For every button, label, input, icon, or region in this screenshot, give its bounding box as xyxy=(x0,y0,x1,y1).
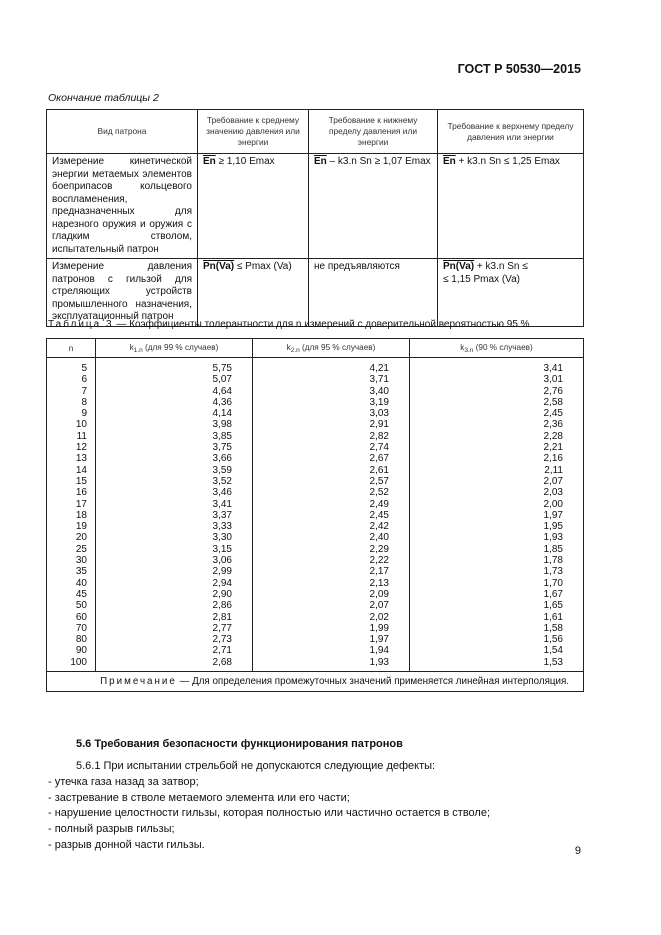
k2-cell: 2,45 xyxy=(253,510,410,521)
k1-cell: 5,75 xyxy=(96,358,253,375)
n-cell: 45 xyxy=(47,589,96,600)
table-row xyxy=(47,358,584,375)
col-cartridge-type: Вид патрона xyxy=(47,110,198,154)
list-item: - разрыв донной части гильзы. xyxy=(48,838,205,851)
n-cell: 7 xyxy=(47,386,96,397)
k1-cell: 3,46 xyxy=(96,487,253,498)
k1-cell: 2,94 xyxy=(96,578,253,589)
k3-cell: 2,21 xyxy=(410,442,584,453)
k1-cell: 3,15 xyxy=(96,544,253,555)
table-row xyxy=(47,589,584,600)
k3-cell: 2,11 xyxy=(410,465,584,476)
k1-cell: 3,37 xyxy=(96,510,253,521)
n-cell: 5 xyxy=(47,358,96,375)
k1-cell: 3,06 xyxy=(96,555,253,566)
k1-cell: 4,64 xyxy=(96,386,253,397)
k3-cell: 1,53 xyxy=(410,657,584,672)
table-row xyxy=(47,487,584,498)
table-row xyxy=(47,374,584,385)
n-cell: 25 xyxy=(47,544,96,555)
k1-cell: 2,71 xyxy=(96,645,253,656)
n-cell: 70 xyxy=(47,623,96,634)
k2-cell: 2,02 xyxy=(253,612,410,623)
table-row xyxy=(47,510,584,521)
k1-cell: 2,81 xyxy=(96,612,253,623)
k2-cell: 2,09 xyxy=(253,589,410,600)
k2-cell: 2,40 xyxy=(253,532,410,543)
mean-cell: $\overline{En} \ge 1,10$ Emax xyxy=(198,154,309,259)
k2-cell: 1,93 xyxy=(253,657,410,672)
n-cell: 8 xyxy=(47,397,96,408)
k2-cell: 2,82 xyxy=(253,431,410,442)
table-row xyxy=(47,657,584,672)
table-row xyxy=(47,544,584,555)
table3-note: Примечание — Для определения промежуточных значений применяется линейная интерполяция. xyxy=(47,672,584,692)
k2-cell: 3,03 xyxy=(253,408,410,419)
section-title: 5.6 Требования безопасности функционирования патронов xyxy=(76,738,403,750)
n-cell: 12 xyxy=(47,442,96,453)
k2-cell: 2,13 xyxy=(253,578,410,589)
k3-cell: 1,54 xyxy=(410,645,584,656)
k3-cell: 1,95 xyxy=(410,521,584,532)
table-row xyxy=(47,397,584,408)
k2-cell: 2,07 xyxy=(253,600,410,611)
table-row xyxy=(47,623,584,634)
k3-cell: 2,16 xyxy=(410,453,584,464)
k3-cell: 2,36 xyxy=(410,419,584,430)
table-row xyxy=(47,521,584,532)
k3-cell: 3,01 xyxy=(410,374,584,385)
list-item: - нарушение целостности гильзы, которая полностью или частично остается в стволе; xyxy=(48,807,491,820)
table-row xyxy=(47,578,584,589)
table-row xyxy=(47,408,584,419)
col-mean-requirement: Требование к среднему значению давления или энергии xyxy=(198,110,309,154)
table-2 xyxy=(46,109,584,327)
n-cell: 100 xyxy=(47,657,96,672)
k1-cell: 2,90 xyxy=(96,589,253,600)
k2-cell: 2,22 xyxy=(253,555,410,566)
table-row xyxy=(47,612,584,623)
table-row xyxy=(47,465,584,476)
lower-cell: $\overline{En} - k3.n$ Sn ≥ 1,07 Emax xyxy=(309,154,438,259)
k1-cell: 3,85 xyxy=(96,431,253,442)
table-row xyxy=(47,645,584,656)
col-k3: $k_{3.n}$ (90 % случаев) xyxy=(410,339,584,358)
col-k2: $k_{2.n}$ (для 95 % случаев) xyxy=(253,339,410,358)
cartridge-type-cell: Измерение давления патронов с гильзой для стреляющих устройств промышленного назначения, эксплуатационный патрон xyxy=(47,259,198,327)
k1-cell: 2,68 xyxy=(96,657,253,672)
n-cell: 9 xyxy=(47,408,96,419)
k3-cell: 1,78 xyxy=(410,555,584,566)
k2-cell: 2,49 xyxy=(253,499,410,510)
k1-cell: 2,99 xyxy=(96,566,253,577)
k1-cell: 3,33 xyxy=(96,521,253,532)
k1-cell: 2,77 xyxy=(96,623,253,634)
k3-cell: 2,00 xyxy=(410,499,584,510)
table-row xyxy=(47,419,584,430)
k2-cell: 2,67 xyxy=(253,453,410,464)
table-row xyxy=(47,453,584,464)
k3-cell: 3,41 xyxy=(410,358,584,375)
col-n: n xyxy=(47,339,96,358)
n-cell: 11 xyxy=(47,431,96,442)
k1-cell: 5,07 xyxy=(96,374,253,385)
n-cell: 40 xyxy=(47,578,96,589)
k3-cell: 1,56 xyxy=(410,634,584,645)
k3-cell: 1,70 xyxy=(410,578,584,589)
n-cell: 19 xyxy=(47,521,96,532)
k2-cell: 1,99 xyxy=(253,623,410,634)
table-row xyxy=(47,442,584,453)
table-row xyxy=(47,154,584,259)
k2-cell: 4,21 xyxy=(253,358,410,375)
n-cell: 18 xyxy=(47,510,96,521)
col-upper-requirement: Требование к верхнему пределу давления или энергии xyxy=(438,110,584,154)
n-cell: 50 xyxy=(47,600,96,611)
k1-cell: 4,36 xyxy=(96,397,253,408)
k2-cell: 2,52 xyxy=(253,487,410,498)
k1-cell: 3,52 xyxy=(96,476,253,487)
table-row xyxy=(47,499,584,510)
n-cell: 80 xyxy=(47,634,96,645)
col-lower-requirement: Требование к нижнему пределу давления или энергии xyxy=(309,110,438,154)
k1-cell: 3,30 xyxy=(96,532,253,543)
mean-cell: Pn(Va) ≤ Pmax (Va) xyxy=(198,259,309,327)
list-item: - полный разрыв гильзы; xyxy=(48,823,175,836)
n-cell: 15 xyxy=(47,476,96,487)
k3-cell: 1,61 xyxy=(410,612,584,623)
k2-cell: 2,17 xyxy=(253,566,410,577)
k3-cell: 1,73 xyxy=(410,566,584,577)
n-cell: 14 xyxy=(47,465,96,476)
k3-cell: 1,97 xyxy=(410,510,584,521)
k2-cell: 1,97 xyxy=(253,634,410,645)
k3-cell: 2,58 xyxy=(410,397,584,408)
k3-cell: 2,03 xyxy=(410,487,584,498)
k3-cell: 2,45 xyxy=(410,408,584,419)
k1-cell: 3,75 xyxy=(96,442,253,453)
n-cell: 90 xyxy=(47,645,96,656)
n-cell: 13 xyxy=(47,453,96,464)
k1-cell: 3,41 xyxy=(96,499,253,510)
page-number: 9 xyxy=(574,845,581,857)
k1-cell: 2,86 xyxy=(96,600,253,611)
k2-cell: 3,71 xyxy=(253,374,410,385)
k2-cell: 1,94 xyxy=(253,645,410,656)
table-row xyxy=(47,476,584,487)
k3-cell: 2,76 xyxy=(410,386,584,397)
k2-cell: 3,19 xyxy=(253,397,410,408)
k2-cell: 2,91 xyxy=(253,419,410,430)
k3-cell: 1,58 xyxy=(410,623,584,634)
table3-body xyxy=(47,358,584,672)
k2-cell: 2,61 xyxy=(253,465,410,476)
n-cell: 35 xyxy=(47,566,96,577)
table-row xyxy=(47,566,584,577)
table-row xyxy=(47,431,584,442)
n-cell: 10 xyxy=(47,419,96,430)
section-5-6 xyxy=(48,738,588,854)
n-cell: 6 xyxy=(47,374,96,385)
n-cell: 60 xyxy=(47,612,96,623)
n-cell: 17 xyxy=(47,499,96,510)
document-code: ГОСТ Р 50530—2015 xyxy=(457,62,581,76)
k3-cell: 1,93 xyxy=(410,532,584,543)
upper-cell: Pn(Va) + k3.n Sn ≤ ≤ 1,15 Pmax (Va) xyxy=(438,259,584,327)
k2-cell: 3,40 xyxy=(253,386,410,397)
table-row xyxy=(47,555,584,566)
k2-cell: 2,74 xyxy=(253,442,410,453)
n-cell: 16 xyxy=(47,487,96,498)
table-row xyxy=(47,386,584,397)
table2-caption: Окончание таблицы 2 xyxy=(48,92,159,104)
k2-cell: 2,57 xyxy=(253,476,410,487)
table-row xyxy=(47,634,584,645)
k1-cell: 3,59 xyxy=(96,465,253,476)
col-k1: $k_{1.n}$ (для 99 % случаев) xyxy=(96,339,253,358)
table3-caption: Таблица 3 — Коэффициенты толерантности для n измерений с доверительной вероятностью 95 % xyxy=(48,319,530,330)
k1-cell: 3,98 xyxy=(96,419,253,430)
k1-cell: 2,73 xyxy=(96,634,253,645)
n-cell: 20 xyxy=(47,532,96,543)
k3-cell: 1,85 xyxy=(410,544,584,555)
table-row xyxy=(47,600,584,611)
table-3 xyxy=(46,338,584,692)
k3-cell: 1,67 xyxy=(410,589,584,600)
k1-cell: 3,66 xyxy=(96,453,253,464)
k2-cell: 2,42 xyxy=(253,521,410,532)
k3-cell: 1,65 xyxy=(410,600,584,611)
k1-cell: 4,14 xyxy=(96,408,253,419)
k3-cell: 2,28 xyxy=(410,431,584,442)
cartridge-type-cell: Измерение кинетической энергии метаемых элементов боеприпасов кольцевого воспламенения, предназначенных для нарезного оружия и оружия с гладким стволом, испытательный патрон xyxy=(47,154,198,259)
section-intro: 5.6.1 При испытании стрельбой не допускаются следующие дефекты: xyxy=(76,760,436,772)
table-row xyxy=(47,259,584,327)
upper-cell: $\overline{En} + k3.n$ Sn ≤ 1,25 Emax xyxy=(438,154,584,259)
n-cell: 30 xyxy=(47,555,96,566)
list-item: - застревание в стволе метаемого элемента или его части; xyxy=(48,791,350,804)
lower-cell: не предъявляются xyxy=(309,259,438,327)
list-item: - утечка газа назад за затвор; xyxy=(48,775,199,788)
table-row xyxy=(47,532,584,543)
k3-cell: 2,07 xyxy=(410,476,584,487)
k2-cell: 2,29 xyxy=(253,544,410,555)
